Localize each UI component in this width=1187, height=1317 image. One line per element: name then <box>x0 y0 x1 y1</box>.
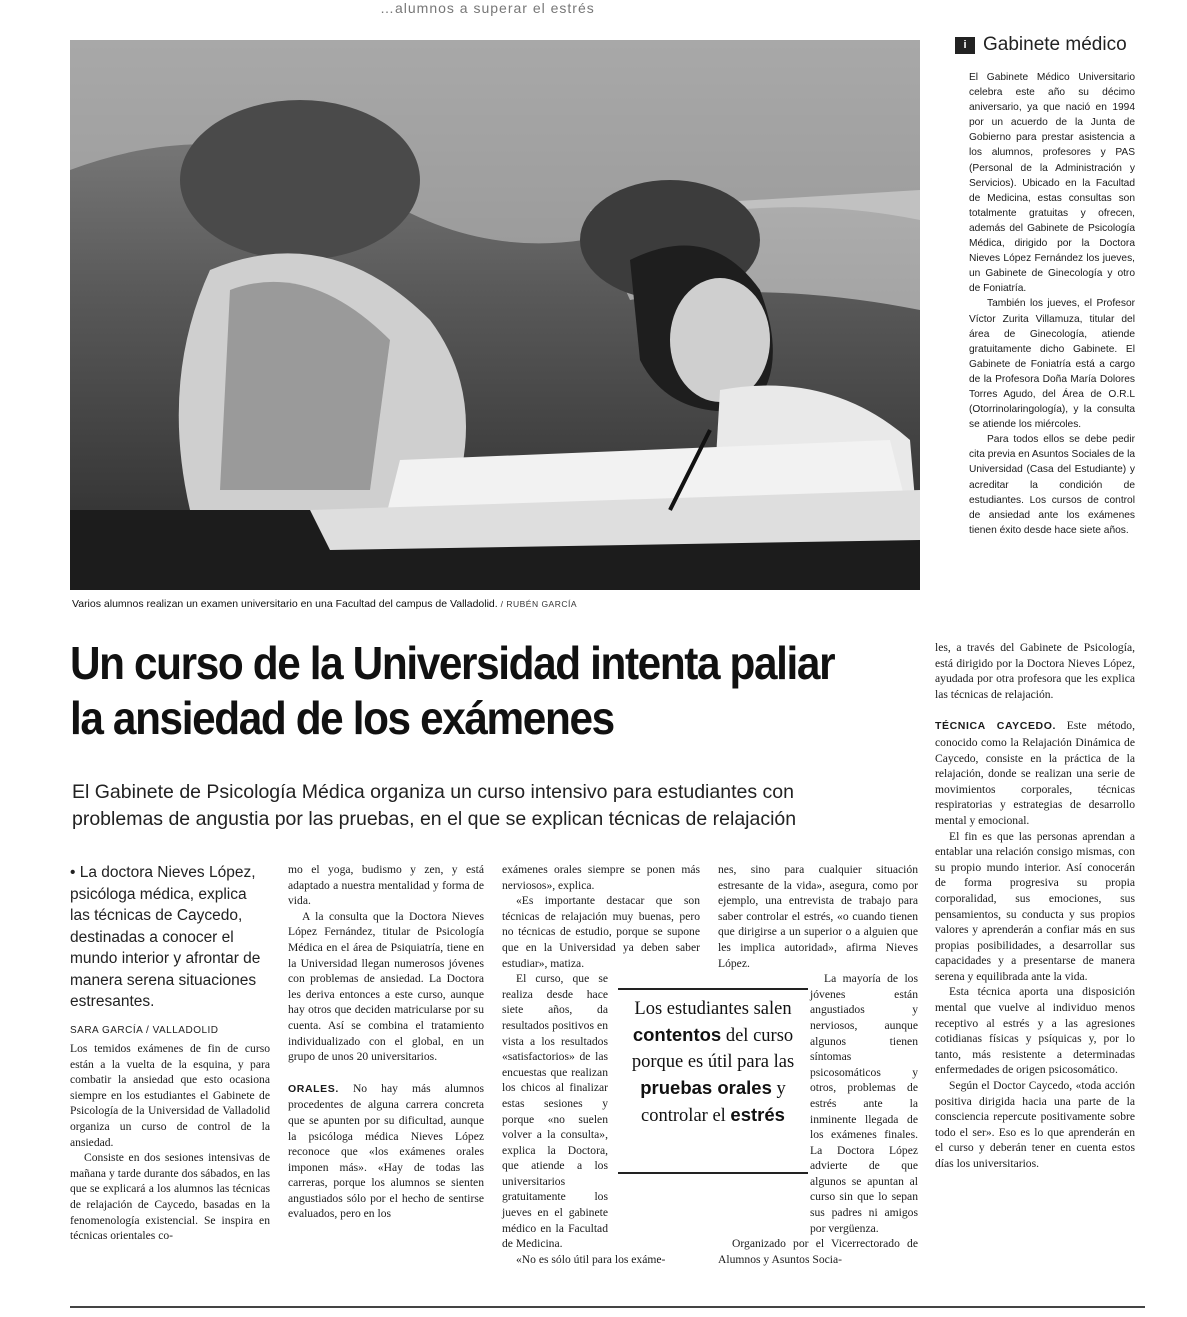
paragraph: El curso, que se realiza desde hace siete años, da resultados positivos en vista a los resultados «satisfactorios» de las encuestas que realizan los chicos al finalizar estas sesiones y porque «no suelen volver a la consulta», explica la Doctora, que atiende a los universitarios gratuitamente los jueves en el gabinete médico en la Facultad de Medicina. <box>502 972 608 1251</box>
paragraph: nes, sino para cualquier situación estresante de la vida», asegura, como por ejemplo, una entrevista de trabajo para saber controlar el estrés, «o cuando tienen que dirigirse a un superior o a alguien que les implica autoridad», afirma Nieves López. <box>718 863 918 970</box>
photo-caption <box>72 598 932 610</box>
bottom-rule <box>70 1306 1145 1308</box>
paragraph: les, a través del Gabinete de Psicología, está dirigido por la Doctora Nieves López, ayudada por otra profesora que les explica las técnicas de relajación. <box>935 641 1135 701</box>
paragraph: «Es importante destacar que son técnicas de relajación muy buenas, pero no técnicas de estudio, porque se supone que en la Universidad ya deben saber estudiar», matiza. <box>502 894 700 970</box>
article-byline: SARA GARCÍA / VALLADOLID <box>70 1025 219 1036</box>
caption-text: Varios alumnos realizan un examen universitario en una Facultad del campus de Valladolid. <box>72 598 498 610</box>
pull-quote-emphasis: contentos <box>632 1024 722 1045</box>
paragraph: Según el Doctor Caycedo, «toda acción positiva dirigida hacia una parte de la consciencia repercute positivamente sobre todo el ser». Eso es lo que aprenderán en el curso y deberán tener en cuenta estos días los universitarios. <box>935 1079 1135 1170</box>
section-text: No hay más alumnos procedentes de alguna carrera concreta que se apunten por su dificultad, aunque la psicóloga médica Nieves López reconoce que «los exámenes orales imponen más». «Hay de todas las carreras, porque los alumnos se sienten angustiados sólo por el hecho de sentirse evaluados, pero en los <box>288 1081 484 1221</box>
article-column-1 <box>70 1041 270 1244</box>
article-lead: • La doctora Nieves López, psicóloga médica, explica las técnicas de Caycedo, destinadas a conocer el mundo interior y afrontar de manera serena situaciones estresantes. <box>70 864 261 1010</box>
paragraph: Esta técnica aporta una disposición mental que vuelve al individuo menos receptivo al estrés y a las agresiones cotidianas físicas y psíquicas y, por lo tanto, más resistente a determinadas enfermedades de origen psicosomático. <box>935 985 1135 1077</box>
exam-photo <box>70 40 920 590</box>
paragraph: exámenes orales siempre se ponen más nerviosos», explica. <box>502 863 700 892</box>
sidebar-header <box>955 34 1135 56</box>
sidebar-paragraph: También los jueves, el Profesor Víctor Zurita Villamuza, titular del área de Ginecología, atiende gratuitamente dicho Gabinete. El Gabinete de Foniatría está a cargo de la Profesora Doña María Dolores Torres Agudo, del Área de O.R.L (Otorrinolaringología), y la consulta se atiende los miércoles. <box>969 298 1135 431</box>
pull-quote-text: Los estudiantes salen <box>634 999 792 1019</box>
paragraph: La mayoría de los jóvenes están angustiados y nerviosos, aunque algunos tienen síntomas psicosomáticos y otros, problemas de estrés ante la inminente llegada de los exámenes finales. La Doctora López advierte de que algunos se apuntan al curso sin que lo sepan sus padres ni amigos por vergüenza. <box>810 972 918 1235</box>
pull-quote-text: y controlar el <box>641 1079 786 1126</box>
pull-quote-emphasis: pruebas orales <box>640 1077 772 1098</box>
article-column-5 <box>935 640 1135 1172</box>
article-column-2 <box>288 862 484 1222</box>
paragraph: Organizado por el Vicerrectorado de Alumnos y Asuntos Socia- <box>718 1237 918 1266</box>
paragraph: Los temidos exámenes de fin de curso están a la vuelta de la esquina, y para combatir la ansiedad que esto ocasiona siempre en los estudiantes el Gabinete de Psicología de la Universidad de Valladolid organiza un curso de control de la ansiedad. <box>70 1042 270 1149</box>
sidebar-body <box>955 70 1135 538</box>
paragraph: mo el yoga, budismo y zen, y está adaptado a nuestra mentalidad y forma de vida. <box>288 863 484 908</box>
pull-quote-emphasis: estrés <box>730 1104 785 1125</box>
section-label: TÉCNICA CAYCEDO. <box>935 720 1057 733</box>
paragraph: El fin es que las personas aprendan a entablar una relación consigo mismas, con su propio mundo interior. Así conocerán de forma progresiva su propia corporalidad, sus emociones, sus pensamientos, su conducta y sus propios valores y aprenderán a confiar más en sus propias posibilidades, a desarrollar sus capacidades y a presentarse de manera serena y equilibrada ante la vida. <box>935 829 1135 983</box>
paragraph: «No es sólo útil para los exáme- <box>516 1252 666 1266</box>
section-paragraph <box>288 1081 484 1222</box>
sidebar-paragraph: El Gabinete Médico Universitario celebra este año su décimo aniversario, ya que nació en 1994 por un acuerdo de la Junta de Gobierno para prestar asistencia a los alumnos, profesores y PAS (Personal de la Administración y Servicios). Ubicado en la Facultad de Medicina, estas consultas son totalmente gratuitas y ofrecen, además del Gabinete de Psicología Médica, dirigido por la Doctora Nieves López Fernández los jueves, un Gabinete de Ginecología y otro de Foniatría. <box>969 72 1135 295</box>
info-icon: i <box>955 37 975 54</box>
pull-quote-text: del curso porque es útil para las <box>631 1026 795 1072</box>
exam-photo-illustration <box>70 40 920 590</box>
sidebar-box <box>955 34 1135 538</box>
section-text: Este método, conocido como la Relajación Dinámica de Caycedo, consiste en la práctica de la relajación, donde se realizan una serie de movimientos corporales, técnicas respiratorias y estrategias de desarrollo mental y emocional. <box>935 719 1135 827</box>
article-headline: Un curso de la Universidad intenta paliar la ansiedad de los exámenes <box>70 637 835 744</box>
sidebar-title: Gabinete médico <box>983 34 1127 55</box>
paragraph: Consiste en dos sesiones intensivas de mañana y tarde durante dos sábados, en las que se explicará a los alumnos las técnicas de relajación de Caycedo, basadas en la fenomenología existencial. Se inspira en técnicas orientales co- <box>70 1151 270 1243</box>
page-header-strip: …alumnos a superar el estrés <box>380 0 595 16</box>
photo-credit: / RUBÉN GARCÍA <box>500 599 578 609</box>
pull-quote <box>618 988 808 1174</box>
paragraph: A la consulta que la Doctora Nieves López Fernández, titular de Psicología Médica en el área de Psiquiatría, tiene en la Universidad llegan numerosos jóvenes con problemas de ansiedad. La Doctora les deriva entonces a este curso, aunque hay otros que deciden matricularse por su cuenta. Así se combina el tratamiento individualizado con el global, en un grupo de unos 20 universitarios. <box>288 909 484 1064</box>
sidebar-paragraph: Para todos ellos se debe pedir cita previa en Asuntos Sociales de la Universidad (Casa del Estudiante) y acreditar la condición de estudiantes. Los cursos de control de ansiedad ante los exámenes tienen éxito desde hace siete años. <box>969 434 1135 536</box>
section-label: ORALES. <box>288 1082 339 1095</box>
section-paragraph <box>935 718 1135 828</box>
article-deck: El Gabinete de Psicología Médica organiza un curso intensivo para estudiantes con problemas de angustia por las pruebas, en el que se explican técnicas de relajación <box>72 781 797 830</box>
